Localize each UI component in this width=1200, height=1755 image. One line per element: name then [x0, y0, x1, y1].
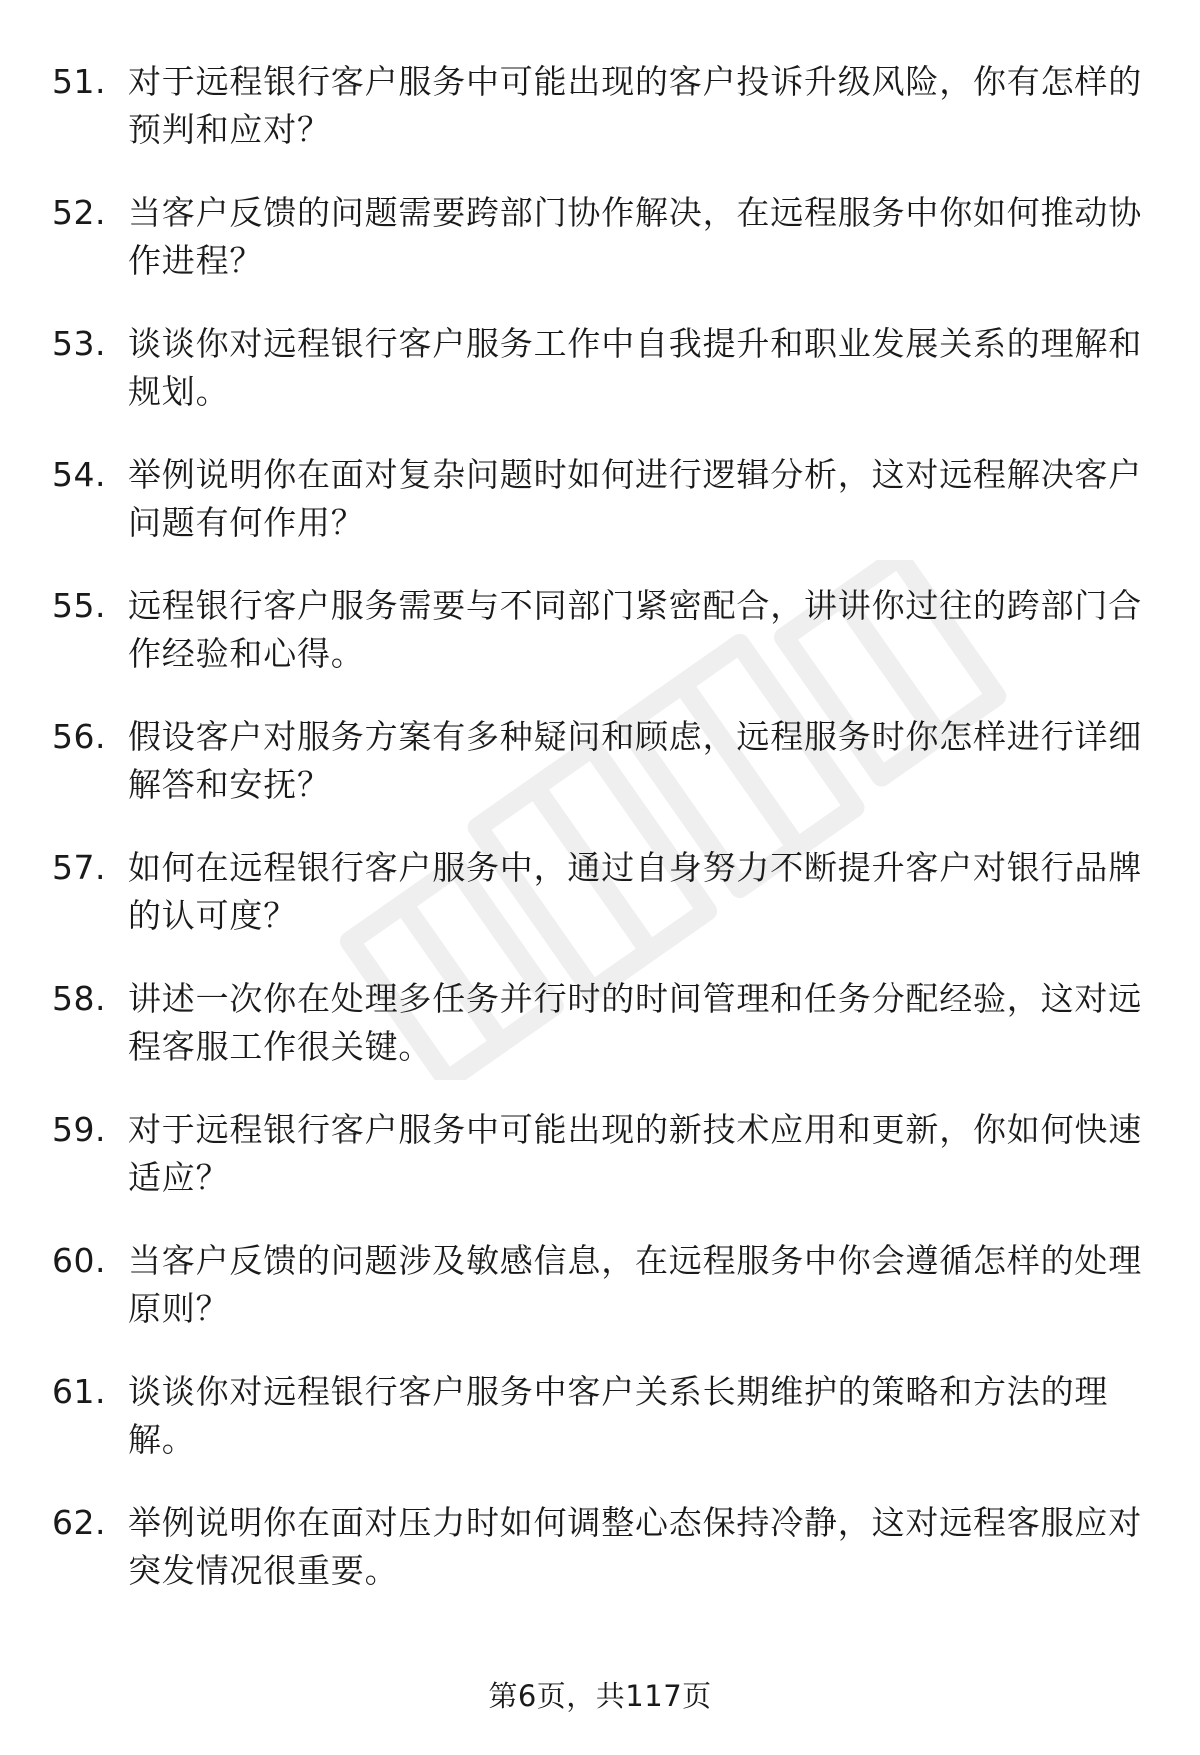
list-item	[52, 844, 1152, 975]
list-item	[52, 1106, 1152, 1237]
question-number: 58.	[52, 979, 106, 1018]
question-text: 假设客户对服务方案有多种疑问和顾虑，远程服务时你怎样进行详细解答和安抚？	[128, 717, 1142, 804]
question-number: 61.	[52, 1372, 106, 1411]
page-number: 第6页，共117页	[488, 1679, 712, 1713]
question-text: 如何在远程银行客户服务中，通过自身努力不断提升客户对银行品牌的认可度？	[128, 848, 1142, 935]
list-item	[52, 451, 1152, 582]
list-item	[52, 1499, 1152, 1630]
list-item	[52, 713, 1152, 844]
list-item	[52, 582, 1152, 713]
question-number: 53.	[52, 324, 106, 363]
question-text: 对于远程银行客户服务中可能出现的新技术应用和更新，你如何快速适应？	[128, 1110, 1142, 1197]
question-text: 谈谈你对远程银行客户服务中客户关系长期维护的策略和方法的理解。	[128, 1372, 1109, 1459]
question-text: 谈谈你对远程银行客户服务工作中自我提升和职业发展关系的理解和规划。	[128, 324, 1142, 411]
question-number: 56.	[52, 717, 106, 756]
question-text: 对于远程银行客户服务中可能出现的客户投诉升级风险，你有怎样的预判和应对？	[128, 62, 1142, 149]
question-text: 讲述一次你在处理多任务并行时的时间管理和任务分配经验，这对远程客服工作很关键。	[128, 979, 1142, 1066]
list-item	[52, 1237, 1152, 1368]
question-list	[52, 58, 1152, 1630]
question-text: 当客户反馈的问题涉及敏感信息，在远程服务中你会遵循怎样的处理原则？	[128, 1241, 1142, 1328]
question-number: 55.	[52, 586, 106, 625]
list-item	[52, 1368, 1152, 1499]
question-number: 60.	[52, 1241, 106, 1280]
question-number: 52.	[52, 193, 106, 232]
question-number: 57.	[52, 848, 106, 887]
list-item	[52, 975, 1152, 1106]
question-number: 59.	[52, 1110, 106, 1149]
question-text: 远程银行客户服务需要与不同部门紧密配合，讲讲你过往的跨部门合作经验和心得。	[128, 586, 1142, 673]
question-text: 当客户反馈的问题需要跨部门协作解决，在远程服务中你如何推动协作进程？	[128, 193, 1142, 280]
question-text: 举例说明你在面对复杂问题时如何进行逻辑分析，这对远程解决客户问题有何作用？	[128, 455, 1142, 542]
list-item	[52, 189, 1152, 320]
question-number: 54.	[52, 455, 106, 494]
question-number: 51.	[52, 62, 106, 101]
question-number: 62.	[52, 1503, 106, 1542]
list-item	[52, 320, 1152, 451]
list-item	[52, 58, 1152, 189]
question-text: 举例说明你在面对压力时如何调整心态保持冷静，这对远程客服应对突发情况很重要。	[128, 1503, 1142, 1590]
